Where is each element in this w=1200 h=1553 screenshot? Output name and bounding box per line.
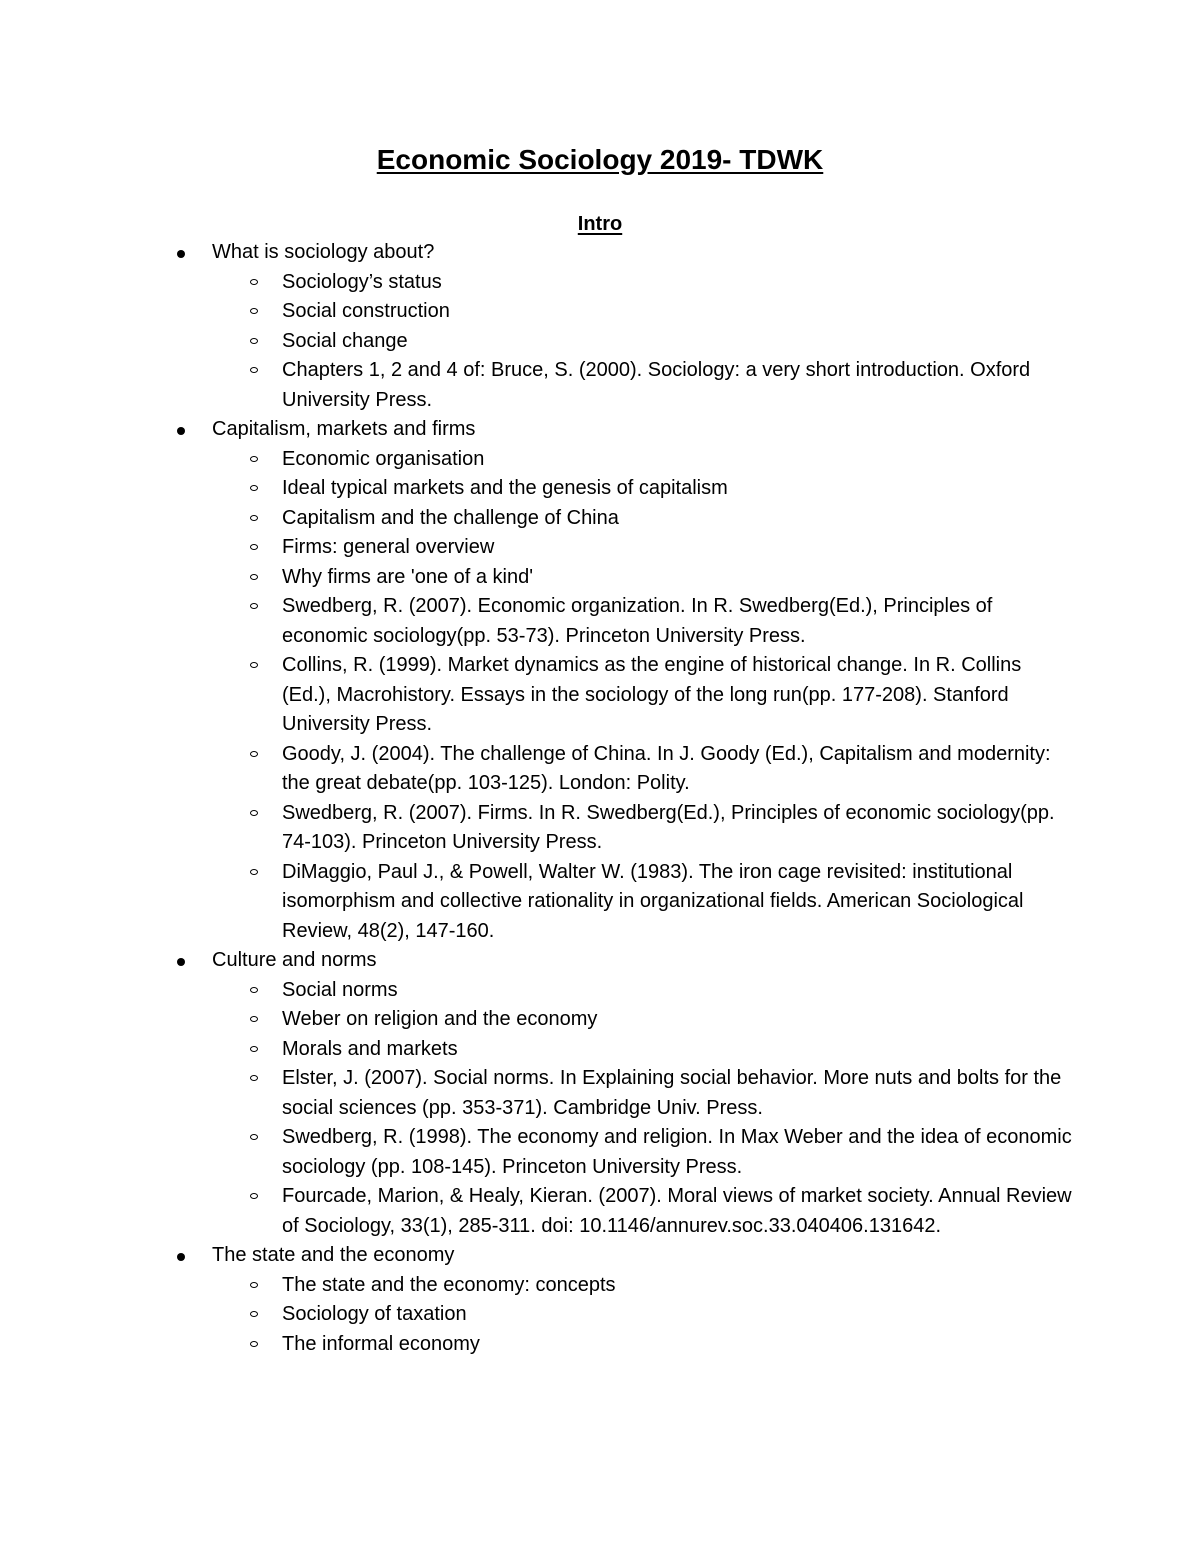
hollow-bullet-icon bbox=[250, 603, 258, 609]
bullet-icon bbox=[177, 427, 185, 435]
subtopic-item bbox=[282, 1271, 1072, 1301]
hollow-bullet-icon bbox=[250, 987, 258, 993]
subtopic-item bbox=[282, 1123, 1072, 1182]
subtopic-text: Sociology of taxation bbox=[282, 1303, 467, 1325]
subtopic-text: Sociology’s status bbox=[282, 270, 442, 293]
subtopic-text: Social norms bbox=[282, 978, 398, 1001]
subtopic-item bbox=[282, 356, 1072, 415]
subtopic-text: Social construction bbox=[282, 300, 450, 322]
hollow-bullet-icon bbox=[250, 544, 258, 550]
topic-label: Culture and norms bbox=[212, 949, 377, 971]
subtopic-text: Chapters 1, 2 and 4 of: Bruce, S. (2000). Sociology: a very short introduction. Oxford University Press. bbox=[282, 359, 1031, 411]
subtopic-item bbox=[282, 858, 1072, 947]
topic-label: The state and the economy bbox=[212, 1244, 455, 1266]
subtopic-list bbox=[212, 268, 1072, 416]
section-heading: Intro bbox=[577, 213, 623, 235]
hollow-bullet-icon bbox=[250, 1341, 258, 1347]
subtopic-text: DiMaggio, Paul J., & Powell, Walter W. (1983). The iron cage revisited: institutional isomorphism and collective rationality in organizational fields. American Sociological Review, 48(2), 147-160. bbox=[282, 860, 1024, 942]
hollow-bullet-icon bbox=[250, 308, 258, 314]
subtopic-item bbox=[282, 976, 1072, 1006]
subtopic-text: Collins, R. (1999). Market dynamics as the engine of historical change. In R. Collins (Ed.), Macrohistory. Essays in the sociology of the long run(pp. 177-208). Stanford University Press. bbox=[282, 654, 1022, 735]
hollow-bullet-icon bbox=[250, 662, 258, 668]
subtopic-text: Economic organisation bbox=[282, 447, 485, 470]
hollow-bullet-icon bbox=[250, 1193, 258, 1199]
subtopic-list bbox=[212, 976, 1072, 1242]
hollow-bullet-icon bbox=[250, 869, 258, 875]
bullet-icon bbox=[177, 250, 185, 258]
subtopic-text: Swedberg, R. (2007). Firms. In R. Swedberg(Ed.), Principles of economic sociology(pp. 74-103). Princeton University Press. bbox=[282, 801, 1055, 853]
subtopic-item bbox=[282, 445, 1072, 475]
subtopic-item bbox=[282, 1300, 1072, 1330]
subtopic-item bbox=[282, 268, 1072, 298]
hollow-bullet-icon bbox=[250, 279, 258, 285]
hollow-bullet-icon bbox=[250, 810, 258, 816]
document-title: Economic Sociology 2019- TDWK bbox=[376, 144, 824, 175]
subtopic-text: Weber on religion and the economy bbox=[282, 1008, 598, 1030]
subtopic-item bbox=[282, 1330, 1072, 1360]
subtopic-text: Morals and markets bbox=[282, 1037, 458, 1060]
hollow-bullet-icon bbox=[250, 456, 258, 462]
hollow-bullet-icon bbox=[250, 574, 258, 580]
subtopic-item bbox=[282, 651, 1072, 740]
hollow-bullet-icon bbox=[250, 338, 258, 344]
topic-item bbox=[0, 946, 1072, 1241]
subtopic-item bbox=[282, 1005, 1072, 1035]
subtopic-item bbox=[282, 1064, 1072, 1123]
subtopic-item bbox=[282, 740, 1072, 799]
hollow-bullet-icon bbox=[250, 1016, 258, 1022]
subtopic-item bbox=[282, 1182, 1072, 1241]
bullet-icon bbox=[177, 958, 185, 966]
topic-label: Capitalism, markets and firms bbox=[212, 418, 476, 440]
subtopic-text: Swedberg, R. (1998). The economy and religion. In Max Weber and the idea of economic sociology (pp. 108-145). Princeton University Press. bbox=[282, 1126, 1072, 1178]
subtopic-text: Firms: general overview bbox=[282, 536, 495, 558]
hollow-bullet-icon bbox=[250, 1046, 258, 1052]
topic-item bbox=[0, 238, 1072, 415]
hollow-bullet-icon bbox=[250, 367, 258, 373]
hollow-bullet-icon bbox=[250, 1282, 258, 1288]
subtopic-item bbox=[282, 799, 1072, 858]
subtopic-list bbox=[212, 1271, 1072, 1360]
subtopic-text: Goody, J. (2004). The challenge of China. In J. Goody (Ed.), Capitalism and modernity: the great debate(pp. 103-125). London: Polity. bbox=[282, 742, 1051, 794]
subtopic-item bbox=[282, 474, 1072, 504]
subtopic-item bbox=[282, 533, 1072, 563]
subtopic-text: Ideal typical markets and the genesis of capitalism bbox=[282, 477, 728, 499]
subtopic-text: Why firms are 'one of a kind' bbox=[282, 565, 534, 588]
subtopic-text: The state and the economy: concepts bbox=[282, 1273, 616, 1296]
subtopic-list bbox=[212, 445, 1072, 947]
topic-item bbox=[0, 415, 1072, 946]
topic-outline bbox=[0, 238, 1200, 1359]
subtopic-text: Elster, J. (2007). Social norms. In Explaining social behavior. More nuts and bolts for the social sciences (pp. 353-371). Cambridge Univ. Press. bbox=[282, 1067, 1062, 1119]
subtopic-text: Fourcade, Marion, & Healy, Kieran. (2007). Moral views of market society. Annual Review of Sociology, 33(1), 285-311. doi: 10.1146/annurev.soc.33.040406.131642. bbox=[282, 1185, 1072, 1237]
hollow-bullet-icon bbox=[250, 1134, 258, 1140]
hollow-bullet-icon bbox=[250, 751, 258, 757]
subtopic-text: Capitalism and the challenge of China bbox=[282, 506, 619, 529]
topic-label: What is sociology about? bbox=[212, 241, 435, 263]
hollow-bullet-icon bbox=[250, 515, 258, 521]
subtopic-item bbox=[282, 504, 1072, 534]
subtopic-text: The informal economy bbox=[282, 1332, 480, 1355]
hollow-bullet-icon bbox=[250, 1075, 258, 1081]
subtopic-item bbox=[282, 563, 1072, 593]
bullet-icon bbox=[177, 1253, 185, 1261]
subtopic-item bbox=[282, 327, 1072, 357]
subtopic-item bbox=[282, 592, 1072, 651]
hollow-bullet-icon bbox=[250, 1311, 258, 1317]
hollow-bullet-icon bbox=[250, 485, 258, 491]
topic-item bbox=[0, 1241, 1072, 1359]
subtopic-item bbox=[282, 1035, 1072, 1065]
subtopic-item bbox=[282, 297, 1072, 327]
subtopic-text: Social change bbox=[282, 329, 408, 352]
subtopic-text: Swedberg, R. (2007). Economic organization. In R. Swedberg(Ed.), Principles of economic sociology(pp. 53-73). Princeton University Press. bbox=[282, 595, 993, 647]
